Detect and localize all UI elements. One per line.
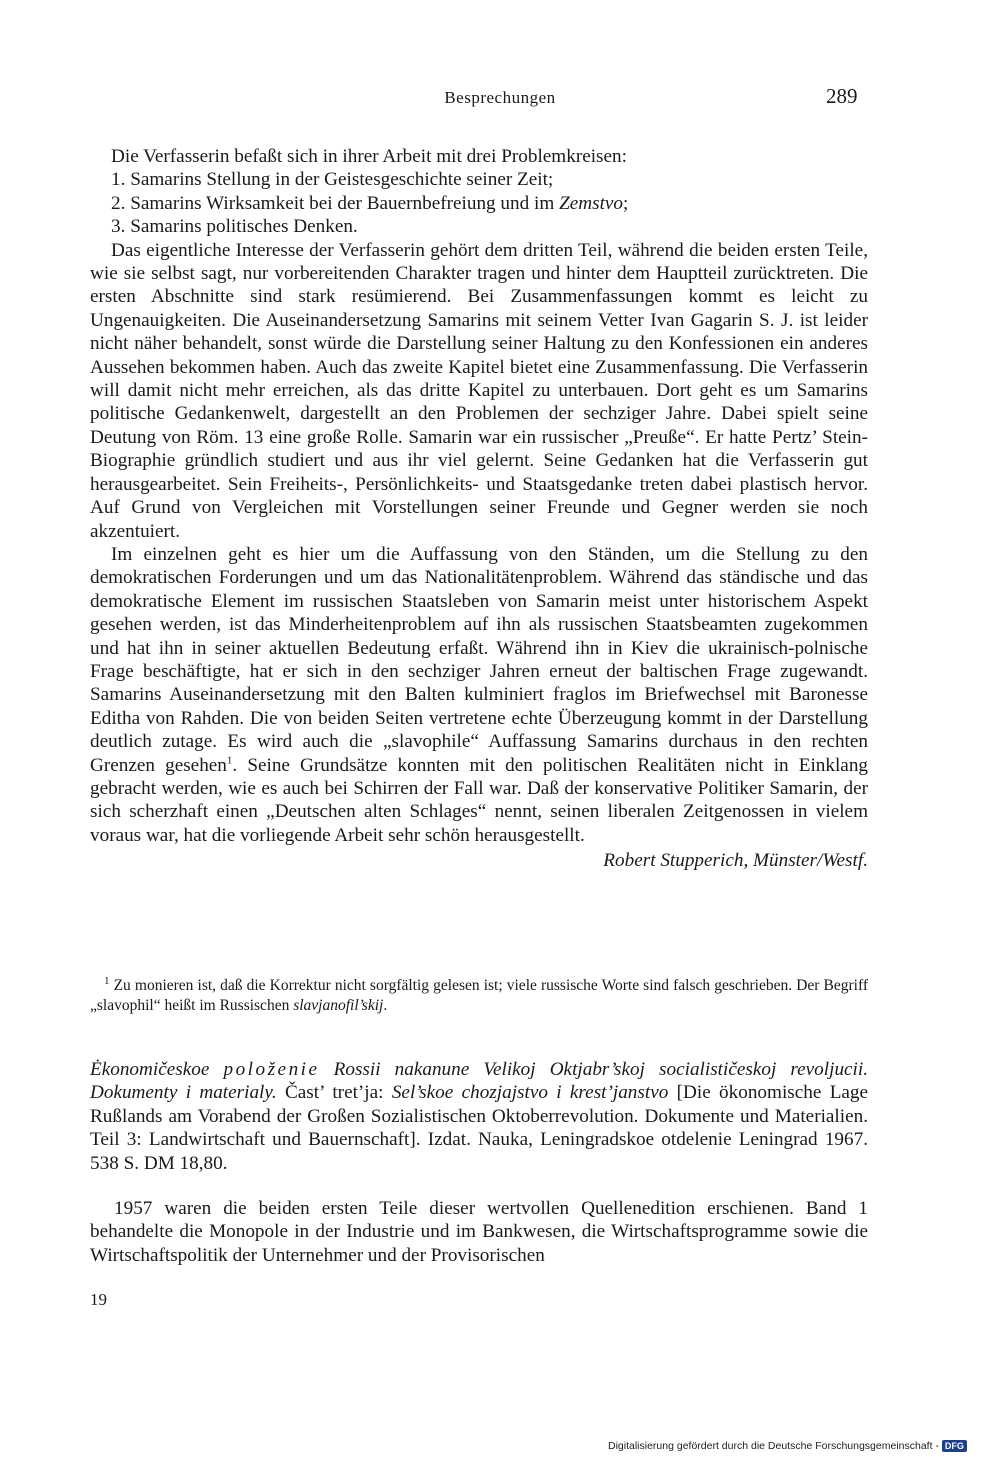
review-2-title-1: Ėkonomičeskoe [90,1059,210,1080]
footnote [90,971,868,1016]
review-1-intro: Die Verfasserin befaßt sich in ihrer Arbeit mit drei Problemkreisen: [111,146,627,167]
review-2 [90,1058,868,1267]
list-item-1: 1. Samarins Stellung in der Geistesgeschichte seiner Zeit; [111,169,554,191]
running-head: Besprechungen [444,88,556,107]
signature-sheet-number: 19 [90,1290,107,1309]
zemstvo-term: Zemstvo [559,192,624,214]
footnote-text: Zu monieren ist, daß die Korrektur nicht sorgfältig gelesen ist; viele russische Worte sind falsch geschrieben. Der Begriff „slavophil“ heißt im Russischen [90,977,868,1015]
list-item-2 [90,192,868,215]
reviewer-signature: Robert Stupperich, Münster/Westf. [603,850,868,872]
page-number: 289 [826,84,858,108]
review-2-title-spaced: položenie [223,1059,320,1080]
review-2-title-2: Rossii nakanune Velikoj Oktjabr’skoj socialističeskoj revoljucii. Dokumenty i materialy. [90,1059,869,1104]
review-1 [90,145,868,873]
review-2-part: Čast’ tret’ja: [284,1082,384,1104]
footnote-italic-term: slavjanofil’skij [293,997,384,1015]
review-2-bibliographic-heading [90,1058,868,1175]
review-2-paragraph-1: 1957 waren die beiden ersten Teile dieser wertvollen Quellenedition erschienen. Band 1 behandelte die Monopole in der Industrie und im Bankwesen, die Wirtschaftsprogramme sowie die Wirtschaftspolitik der Unternehmer und der Provisorischen [90,1198,868,1266]
review-1-paragraph-1: Das eigentliche Interesse der Verfasserin gehört dem dritten Teil, während die beiden ersten Teile, wie sie selbst sagt, nur vorbereitenden Charakter tragen und hinter dem Hauptteil zurücktreten. Die ersten Abschnitte sind stark resümierend. Bei Zusammenfassungen kommt es leicht zu Ungenauigkeiten. Die Auseinandersetzung Samarins mit seinem Vetter Ivan Gagarin S. J. ist leider nicht näher behandelt, sonst würde die Darstellung seiner Haltung zu den Konfessionen ein anderes Aussehen bekommen haben. Auch das zweite Kapitel bietet eine Zusammenfassung. Die Verfasserin will damit nicht mehr erreichen, als das dritte Kapitel zu unterbauen. Dort geht es um Samarins politische Gedankenwelt, dargestellt an den Problemen der sechziger Jahre. Dabei spielt seine Deutung von Röm. 13 eine große Rolle. Samarin war ein russischer „Preuße“. Er hatte Pertz’ Stein-Biographie gründlich studiert und aus ihr viel gelernt. Seine Gedanken hat die Verfasserin gut herausgearbeitet. Sein Freiheits-, Persönlichkeits- und Staatsgedanke treten dabei plastisch hervor. Auf Grund von Vergleichen mit Vorstellungen seiner Freunde und Gegner werden sie noch akzentuiert. [90,239,868,542]
review-1-paragraph-2 [90,543,868,847]
credit-text: Digitalisierung gefördert durch die Deutsche Forschungsgemeinschaft - [608,1440,939,1452]
list-item-2-end: ; [623,192,629,214]
paragraph-2-part-a: Im einzelnen geht es hier um die Auffassung von den Ständen, um die Stellung zu den demokratischen Forderungen und um das Nationalitätenproblem. Während das ständische und das demokratische Element im russischen Staatsleben von Samarin meist unter historischem Aspekt gesehen werden, ist das Minderheitenproblem auf ihn als russischen Staatsbeamten zugekommen und hat ihn in seiner aktuellen Bedeutung erfaßt. Während ihn in Kiev die ukrainisch-polnische Frage beschäftigte, hat er sich in den sechziger Jahren erneut der baltischen Frage zugewandt. Samarins Auseinandersetzung mit den Balten kulminiert fraglos im Briefwechsel mit Baronesse Editha von Rahden. Die von beiden Seiten vertretene echte Überzeugung kommt in der Darstellung deutlich zutage. Es wird auch die „slavophile“ Auffassung Samarins durchaus in den rechten Grenzen gesehen [90,543,868,776]
review-2-translation: [Die ökonomische Lage Rußlands am Vorabend der Großen Sozialistischen Oktoberrevolution. Dokumente und Materialien. Teil 3: Landwirtschaft und Bauernschaft]. Izdat. Nauka, Leningradskoe otdelenie Leningrad 1967. 538 S. DM 18,80. [90,1082,869,1174]
paragraph-2-part-b: . Seine Grundsätze konnten mit den politischen Realitäten nicht in Einklang gebracht werden, wie es auch bei Schirren der Fall war. Daß der konservative Politiker Samarin, der sich scherzhaft einen „Deutschen alten Schlages“ nennt, seinen liberalen Zeitgenossen in vielem voraus war, hat die vorliegende Arbeit sehr schön herausgestellt. [90,754,869,846]
footnote-end: . [383,997,388,1015]
dfg-logo-icon: DFG [942,1440,967,1452]
footnote-reference[interactable]: 1 [226,754,233,767]
digitization-credit [608,1440,967,1452]
review-2-subtitle: Sel’skoe chozjajstvo i krest’janstvo [391,1082,669,1104]
footnote-marker: 1 [104,975,110,987]
list-item-3: 3. Samarins politisches Denken. [111,216,358,238]
list-item-2-text: 2. Samarins Wirksamkeit bei der Bauernbefreiung und im [111,192,555,214]
